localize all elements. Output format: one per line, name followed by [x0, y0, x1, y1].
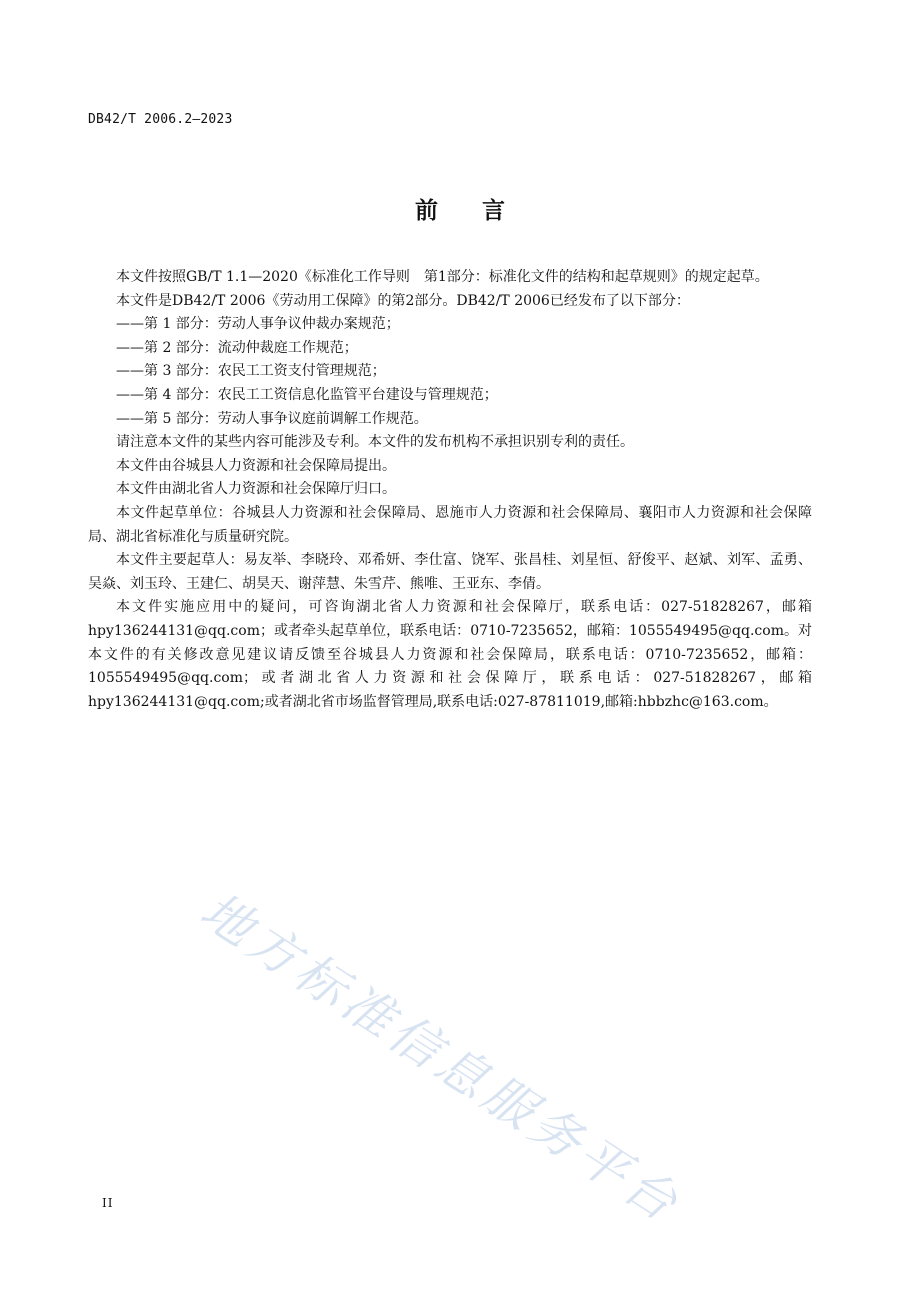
list-item-part-4: ——第 4 部分：农民工工资信息化监管平台建设与管理规范；	[116, 386, 498, 403]
watermark: 地方标准信息服务平台	[190, 881, 692, 1235]
paragraph-drafting-basis: 本文件按照GB/T 1.1—2020《标准化工作导则 第1部分：标准化文件的结构和起草规则》的规定起草。	[116, 269, 769, 285]
page-number: II	[102, 1196, 114, 1210]
list-item-part-5: ——第 5 部分：劳动人事争议庭前调解工作规范。	[116, 410, 428, 427]
list-item-part-2: ——第 2 部分：流动仲裁庭工作规范；	[116, 339, 358, 356]
page-title: 前言	[415, 198, 549, 224]
paragraph-contact-info: 本文件实施应用中的疑问，可咨询湖北省人力资源和社会保障厅，联系电话：027-51828267，邮箱hpy136244131@qq.com；或者牵头起草单位，联系电话：0710-7235652，邮箱：1055549495@qq.com。对本文件的有关修改意见建议请反馈至谷城县人力资源和社会保障局，联系电话：0710-7235652，邮箱：1055549495@qq.com；或者湖北省人力资源和社会保障厅，联系电话：027-51828267，邮箱hpy136244131@qq.com;或者湖北省市场监督管理局,联系电话:027-87811019,邮箱:hbbzhc@163.com。	[88, 599, 812, 710]
paragraph-responsible: 本文件由湖北省人力资源和社会保障厅归口。	[116, 481, 396, 498]
paragraph-drafters: 本文件主要起草人：易友举、李晓玲、邓希妍、李仕富、饶军、张昌桂、刘星恒、舒俊平、赵斌、刘军、孟勇、吴焱、刘玉玲、王建仁、胡昊天、谢萍慧、朱雪芹、熊唯、王亚东、李倩。	[88, 552, 812, 592]
list-item-part-1: ——第 1 部分：劳动人事争议仲裁办案规范；	[116, 316, 400, 333]
paragraph-patent-notice: 请注意本文件的某些内容可能涉及专利。本文件的发布机构不承担识别专利的责任。	[116, 434, 634, 451]
paragraph-series-intro: 本文件是DB42/T 2006《劳动用工保障》的第2部分。DB42/T 2006已经发布了以下部分：	[116, 292, 690, 309]
paragraph-drafting-units: 本文件起草单位：谷城县人力资源和社会保障局、恩施市人力资源和社会保障局、襄阳市人力资源和社会保障局、湖北省标准化与质量研究院。	[88, 504, 812, 545]
foreword-body	[88, 266, 812, 714]
document-code: DB42/T 2006.2—2023	[88, 112, 233, 127]
list-item-part-3: ——第 3 部分：农民工工资支付管理规范；	[116, 363, 386, 380]
paragraph-proposer: 本文件由谷城县人力资源和社会保障局提出。	[116, 457, 396, 474]
